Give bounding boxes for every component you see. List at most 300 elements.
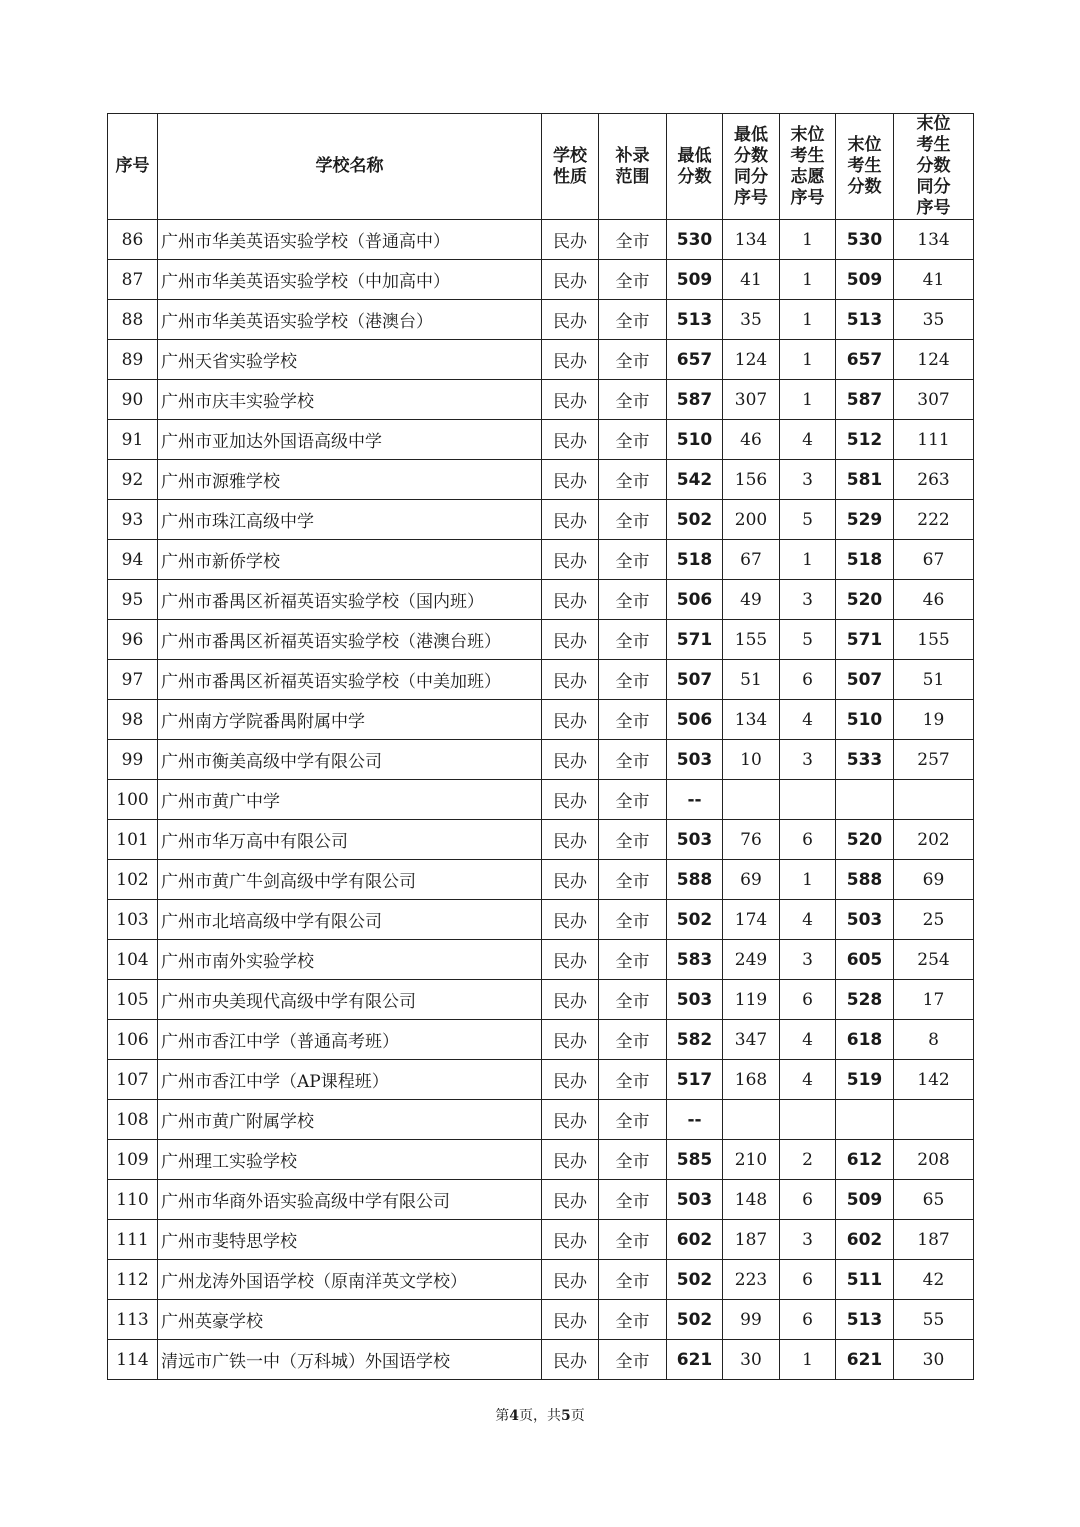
cell-min-score: 582: [667, 1020, 723, 1060]
header-school-name: 学校名称: [158, 114, 542, 220]
cell-min-score-rank: 10: [723, 740, 780, 780]
cell-last-score-rank: 17: [894, 980, 974, 1020]
cell-school-type: 民办: [542, 860, 599, 900]
header-scope: 补录 范围: [599, 114, 667, 220]
cell-scope: 全市: [599, 500, 667, 540]
cell-min-score: 503: [667, 980, 723, 1020]
cell-last-score-rank: 124: [894, 340, 974, 380]
cell-seq: 93: [108, 500, 158, 540]
cell-school-type: 民办: [542, 220, 599, 260]
cell-min-score-rank: 134: [723, 700, 780, 740]
cell-scope: 全市: [599, 1020, 667, 1060]
cell-min-score: 509: [667, 260, 723, 300]
cell-seq: 112: [108, 1260, 158, 1300]
cell-seq: 114: [108, 1340, 158, 1380]
cell-scope: 全市: [599, 940, 667, 980]
cell-min-score: 583: [667, 940, 723, 980]
footer-prefix: 第: [495, 1408, 510, 1424]
cell-school-type: 民办: [542, 1020, 599, 1060]
table-row: [108, 380, 974, 420]
cell-last-choice-no: 6: [780, 1180, 836, 1220]
cell-min-score: 588: [667, 860, 723, 900]
cell-last-choice-no: 1: [780, 860, 836, 900]
table-row: [108, 660, 974, 700]
cell-min-score-rank: 41: [723, 260, 780, 300]
cell-scope: 全市: [599, 540, 667, 580]
cell-last-choice-no: 4: [780, 700, 836, 740]
cell-scope: 全市: [599, 660, 667, 700]
cell-last-score: 605: [836, 940, 894, 980]
cell-school-name: 广州市衡美高级中学有限公司: [158, 740, 542, 780]
cell-last-score-rank: 254: [894, 940, 974, 980]
cell-last-score: 512: [836, 420, 894, 460]
cell-last-score: 509: [836, 260, 894, 300]
cell-scope: 全市: [599, 380, 667, 420]
cell-min-score: 503: [667, 740, 723, 780]
cell-school-name: 广州市黄广牛剑高级中学有限公司: [158, 860, 542, 900]
cell-min-score: 513: [667, 300, 723, 340]
footer-suffix: 页: [570, 1408, 585, 1424]
cell-scope: 全市: [599, 1060, 667, 1100]
cell-school-type: 民办: [542, 460, 599, 500]
cell-last-score: 513: [836, 300, 894, 340]
cell-last-score-rank: [894, 780, 974, 820]
header-seq: 序号: [108, 114, 158, 220]
cell-seq: 92: [108, 460, 158, 500]
table-row: [108, 1340, 974, 1380]
cell-school-type: 民办: [542, 700, 599, 740]
cell-seq: 103: [108, 900, 158, 940]
cell-school-type: 民办: [542, 500, 599, 540]
cell-school-type: 民办: [542, 340, 599, 380]
cell-min-score: 602: [667, 1220, 723, 1260]
cell-school-type: 民办: [542, 780, 599, 820]
cell-min-score: 502: [667, 1300, 723, 1340]
table-row: [108, 1300, 974, 1340]
header-last-choice-no: 末位 考生 志愿 序号: [780, 114, 836, 220]
cell-last-choice-no: 1: [780, 340, 836, 380]
cell-school-type: 民办: [542, 380, 599, 420]
cell-seq: 113: [108, 1300, 158, 1340]
table-row: [108, 1100, 974, 1140]
cell-min-score-rank: 134: [723, 220, 780, 260]
table-row: [108, 1140, 974, 1180]
cell-last-choice-no: 4: [780, 1060, 836, 1100]
cell-last-score-rank: 263: [894, 460, 974, 500]
cell-min-score: --: [667, 1100, 723, 1140]
cell-last-score-rank: 19: [894, 700, 974, 740]
cell-last-score-rank: 155: [894, 620, 974, 660]
cell-min-score: 518: [667, 540, 723, 580]
cell-min-score-rank: 51: [723, 660, 780, 700]
cell-last-choice-no: 6: [780, 1260, 836, 1300]
header-min-score-rank: 最低 分数 同分 序号: [723, 114, 780, 220]
table-row: [108, 300, 974, 340]
cell-school-name: 广州市新侨学校: [158, 540, 542, 580]
table-row: [108, 1020, 974, 1060]
cell-last-choice-no: 1: [780, 540, 836, 580]
table-row: [108, 980, 974, 1020]
cell-school-type: 民办: [542, 1300, 599, 1340]
cell-last-choice-no: 1: [780, 260, 836, 300]
cell-seq: 99: [108, 740, 158, 780]
cell-min-score: 503: [667, 820, 723, 860]
cell-scope: 全市: [599, 1300, 667, 1340]
cell-last-score: 529: [836, 500, 894, 540]
cell-min-score: 507: [667, 660, 723, 700]
cell-school-name: 清远市广铁一中（万科城）外国语学校: [158, 1340, 542, 1380]
cell-last-score: 602: [836, 1220, 894, 1260]
cell-scope: 全市: [599, 780, 667, 820]
cell-seq: 101: [108, 820, 158, 860]
cell-min-score-rank: 307: [723, 380, 780, 420]
cell-last-choice-no: 3: [780, 1220, 836, 1260]
cell-last-choice-no: 5: [780, 500, 836, 540]
cell-scope: 全市: [599, 460, 667, 500]
cell-last-score-rank: 202: [894, 820, 974, 860]
cell-scope: 全市: [599, 1260, 667, 1300]
cell-school-name: 广州天省实验学校: [158, 340, 542, 380]
cell-school-name: 广州市南外实验学校: [158, 940, 542, 980]
cell-last-choice-no: 6: [780, 660, 836, 700]
cell-min-score-rank: [723, 780, 780, 820]
cell-scope: 全市: [599, 1100, 667, 1140]
cell-min-score-rank: 187: [723, 1220, 780, 1260]
table-row: [108, 260, 974, 300]
table-body: [108, 220, 974, 1380]
cell-school-name: 广州市亚加达外国语高级中学: [158, 420, 542, 460]
cell-min-score-rank: 168: [723, 1060, 780, 1100]
cell-school-name: 广州南方学院番禺附属中学: [158, 700, 542, 740]
table-header-row: [108, 114, 974, 220]
cell-last-choice-no: 1: [780, 220, 836, 260]
cell-min-score-rank: 76: [723, 820, 780, 860]
cell-school-type: 民办: [542, 620, 599, 660]
table-row: [108, 1260, 974, 1300]
cell-school-name: 广州市黄广附属学校: [158, 1100, 542, 1140]
cell-school-type: 民办: [542, 1100, 599, 1140]
table-row: [108, 700, 974, 740]
cell-school-type: 民办: [542, 660, 599, 700]
cell-min-score-rank: 99: [723, 1300, 780, 1340]
header-min-score: 最低 分数: [667, 114, 723, 220]
cell-school-type: 民办: [542, 420, 599, 460]
table-row: [108, 420, 974, 460]
cell-last-score-rank: 42: [894, 1260, 974, 1300]
cell-last-score-rank: [894, 1100, 974, 1140]
page-footer: [0, 1405, 1080, 1425]
table-row: [108, 780, 974, 820]
header-last-score: 末位 考生 分数: [836, 114, 894, 220]
cell-school-name: 广州市番禺区祈福英语实验学校（中美加班）: [158, 660, 542, 700]
cell-min-score-rank: 148: [723, 1180, 780, 1220]
cell-last-score-rank: 25: [894, 900, 974, 940]
cell-min-score-rank: 249: [723, 940, 780, 980]
cell-last-score-rank: 208: [894, 1140, 974, 1180]
cell-scope: 全市: [599, 420, 667, 460]
footer-total-pages: 5: [561, 1408, 571, 1424]
cell-last-score-rank: 187: [894, 1220, 974, 1260]
cell-min-score-rank: 35: [723, 300, 780, 340]
admission-table: [107, 113, 974, 1380]
cell-last-score-rank: 55: [894, 1300, 974, 1340]
cell-last-score: 511: [836, 1260, 894, 1300]
cell-seq: 86: [108, 220, 158, 260]
cell-min-score: 542: [667, 460, 723, 500]
cell-last-score: 510: [836, 700, 894, 740]
cell-scope: 全市: [599, 900, 667, 940]
cell-school-name: 广州龙涛外国语学校（原南洋英文学校）: [158, 1260, 542, 1300]
cell-seq: 94: [108, 540, 158, 580]
cell-min-score-rank: 156: [723, 460, 780, 500]
cell-last-score: 513: [836, 1300, 894, 1340]
cell-seq: 96: [108, 620, 158, 660]
cell-scope: 全市: [599, 580, 667, 620]
cell-min-score: 502: [667, 1260, 723, 1300]
cell-scope: 全市: [599, 300, 667, 340]
cell-seq: 110: [108, 1180, 158, 1220]
cell-min-score-rank: 124: [723, 340, 780, 380]
cell-last-score-rank: 142: [894, 1060, 974, 1100]
cell-scope: 全市: [599, 1180, 667, 1220]
cell-min-score: 502: [667, 500, 723, 540]
cell-school-name: 广州理工实验学校: [158, 1140, 542, 1180]
cell-last-choice-no: 6: [780, 820, 836, 860]
cell-last-score-rank: 51: [894, 660, 974, 700]
cell-school-name: 广州市央美现代高级中学有限公司: [158, 980, 542, 1020]
cell-school-name: 广州市珠江高级中学: [158, 500, 542, 540]
cell-scope: 全市: [599, 740, 667, 780]
cell-last-score-rank: 65: [894, 1180, 974, 1220]
cell-min-score-rank: 155: [723, 620, 780, 660]
cell-min-score-rank: 223: [723, 1260, 780, 1300]
cell-school-type: 民办: [542, 740, 599, 780]
cell-last-choice-no: 5: [780, 620, 836, 660]
cell-min-score-rank: 69: [723, 860, 780, 900]
table-row: [108, 500, 974, 540]
cell-scope: 全市: [599, 220, 667, 260]
cell-min-score: 585: [667, 1140, 723, 1180]
cell-school-name: 广州市华美英语实验学校（港澳台）: [158, 300, 542, 340]
cell-seq: 104: [108, 940, 158, 980]
cell-last-score-rank: 67: [894, 540, 974, 580]
cell-last-score-rank: 41: [894, 260, 974, 300]
cell-school-type: 民办: [542, 1140, 599, 1180]
cell-min-score-rank: 30: [723, 1340, 780, 1380]
cell-min-score: 510: [667, 420, 723, 460]
cell-school-name: 广州市源雅学校: [158, 460, 542, 500]
cell-school-type: 民办: [542, 900, 599, 940]
cell-school-type: 民办: [542, 580, 599, 620]
cell-last-score: 533: [836, 740, 894, 780]
cell-school-type: 民办: [542, 1060, 599, 1100]
cell-last-score: 528: [836, 980, 894, 1020]
table-row: [108, 1220, 974, 1260]
cell-last-score: 520: [836, 580, 894, 620]
cell-last-score: 519: [836, 1060, 894, 1100]
cell-last-choice-no: [780, 780, 836, 820]
cell-min-score: 571: [667, 620, 723, 660]
table-row: [108, 580, 974, 620]
table-row: [108, 740, 974, 780]
cell-min-score-rank: 67: [723, 540, 780, 580]
cell-scope: 全市: [599, 620, 667, 660]
cell-last-score: 530: [836, 220, 894, 260]
cell-last-choice-no: 3: [780, 580, 836, 620]
table-row: [108, 940, 974, 980]
cell-last-score: [836, 780, 894, 820]
cell-school-name: 广州市斐特思学校: [158, 1220, 542, 1260]
cell-min-score: 517: [667, 1060, 723, 1100]
cell-school-name: 广州市香江中学（AP课程班）: [158, 1060, 542, 1100]
cell-last-score: 587: [836, 380, 894, 420]
cell-school-name: 广州市番禺区祈福英语实验学校（国内班）: [158, 580, 542, 620]
cell-min-score-rank: 347: [723, 1020, 780, 1060]
header-last-score-rank: 末位 考生 分数 同分 序号: [894, 114, 974, 220]
cell-seq: 90: [108, 380, 158, 420]
cell-school-name: 广州市华美英语实验学校（普通高中）: [158, 220, 542, 260]
cell-scope: 全市: [599, 340, 667, 380]
cell-school-name: 广州市番禺区祈福英语实验学校（港澳台班）: [158, 620, 542, 660]
table-row: [108, 820, 974, 860]
cell-seq: 106: [108, 1020, 158, 1060]
cell-seq: 97: [108, 660, 158, 700]
cell-last-score: 612: [836, 1140, 894, 1180]
cell-last-choice-no: 3: [780, 460, 836, 500]
cell-min-score: 503: [667, 1180, 723, 1220]
cell-last-score-rank: 134: [894, 220, 974, 260]
cell-last-score-rank: 69: [894, 860, 974, 900]
cell-min-score-rank: 200: [723, 500, 780, 540]
table-row: [108, 340, 974, 380]
cell-last-score-rank: 8: [894, 1020, 974, 1060]
cell-seq: 95: [108, 580, 158, 620]
cell-seq: 89: [108, 340, 158, 380]
cell-seq: 102: [108, 860, 158, 900]
cell-min-score: 621: [667, 1340, 723, 1380]
cell-scope: 全市: [599, 1220, 667, 1260]
cell-min-score: --: [667, 780, 723, 820]
cell-seq: 109: [108, 1140, 158, 1180]
cell-seq: 87: [108, 260, 158, 300]
table-row: [108, 620, 974, 660]
cell-min-score-rank: 174: [723, 900, 780, 940]
table-row: [108, 900, 974, 940]
cell-last-choice-no: 6: [780, 980, 836, 1020]
cell-school-type: 民办: [542, 820, 599, 860]
cell-seq: 105: [108, 980, 158, 1020]
cell-scope: 全市: [599, 1140, 667, 1180]
cell-last-score: 571: [836, 620, 894, 660]
table-row: [108, 860, 974, 900]
cell-last-score-rank: 222: [894, 500, 974, 540]
cell-school-type: 民办: [542, 1220, 599, 1260]
cell-seq: 98: [108, 700, 158, 740]
table-row: [108, 460, 974, 500]
cell-school-type: 民办: [542, 980, 599, 1020]
cell-seq: 100: [108, 780, 158, 820]
cell-last-score: 507: [836, 660, 894, 700]
cell-school-type: 民办: [542, 1260, 599, 1300]
cell-last-choice-no: 1: [780, 300, 836, 340]
cell-school-type: 民办: [542, 1340, 599, 1380]
cell-last-choice-no: 2: [780, 1140, 836, 1180]
cell-last-score-rank: 307: [894, 380, 974, 420]
cell-min-score-rank: [723, 1100, 780, 1140]
table-row: [108, 220, 974, 260]
cell-last-score: 588: [836, 860, 894, 900]
footer-page-number: 4: [509, 1408, 519, 1424]
cell-seq: 91: [108, 420, 158, 460]
cell-last-score: 581: [836, 460, 894, 500]
table-row: [108, 540, 974, 580]
cell-min-score-rank: 49: [723, 580, 780, 620]
cell-school-name: 广州市庆丰实验学校: [158, 380, 542, 420]
cell-last-score-rank: 46: [894, 580, 974, 620]
cell-min-score-rank: 210: [723, 1140, 780, 1180]
cell-min-score-rank: 46: [723, 420, 780, 460]
cell-last-score-rank: 35: [894, 300, 974, 340]
cell-school-type: 民办: [542, 940, 599, 980]
cell-min-score: 657: [667, 340, 723, 380]
cell-last-score-rank: 111: [894, 420, 974, 460]
cell-last-score: 503: [836, 900, 894, 940]
cell-last-score: 520: [836, 820, 894, 860]
table-row: [108, 1060, 974, 1100]
cell-seq: 88: [108, 300, 158, 340]
cell-last-choice-no: 4: [780, 420, 836, 460]
cell-school-name: 广州市华万高中有限公司: [158, 820, 542, 860]
cell-school-type: 民办: [542, 1180, 599, 1220]
cell-last-score: [836, 1100, 894, 1140]
cell-scope: 全市: [599, 820, 667, 860]
cell-last-score: 518: [836, 540, 894, 580]
cell-last-choice-no: 6: [780, 1300, 836, 1340]
cell-min-score: 502: [667, 900, 723, 940]
cell-seq: 107: [108, 1060, 158, 1100]
cell-last-score: 657: [836, 340, 894, 380]
cell-scope: 全市: [599, 1340, 667, 1380]
cell-school-type: 民办: [542, 300, 599, 340]
cell-school-type: 民办: [542, 540, 599, 580]
table-row: [108, 1180, 974, 1220]
cell-last-score: 509: [836, 1180, 894, 1220]
cell-last-choice-no: 1: [780, 1340, 836, 1380]
cell-seq: 111: [108, 1220, 158, 1260]
cell-school-name: 广州英豪学校: [158, 1300, 542, 1340]
cell-scope: 全市: [599, 700, 667, 740]
cell-last-choice-no: 3: [780, 740, 836, 780]
cell-school-name: 广州市华美英语实验学校（中加高中）: [158, 260, 542, 300]
cell-school-name: 广州市香江中学（普通高考班）: [158, 1020, 542, 1060]
cell-school-name: 广州市华商外语实验高级中学有限公司: [158, 1180, 542, 1220]
cell-seq: 108: [108, 1100, 158, 1140]
cell-last-choice-no: 4: [780, 1020, 836, 1060]
cell-school-name: 广州市黄广中学: [158, 780, 542, 820]
cell-scope: 全市: [599, 860, 667, 900]
cell-scope: 全市: [599, 980, 667, 1020]
cell-school-name: 广州市北培高级中学有限公司: [158, 900, 542, 940]
cell-last-score-rank: 257: [894, 740, 974, 780]
cell-last-score: 621: [836, 1340, 894, 1380]
cell-last-choice-no: [780, 1100, 836, 1140]
header-school-type: 学校 性质: [542, 114, 599, 220]
cell-last-choice-no: 3: [780, 940, 836, 980]
cell-min-score: 506: [667, 700, 723, 740]
cell-min-score: 506: [667, 580, 723, 620]
cell-min-score: 530: [667, 220, 723, 260]
cell-scope: 全市: [599, 260, 667, 300]
